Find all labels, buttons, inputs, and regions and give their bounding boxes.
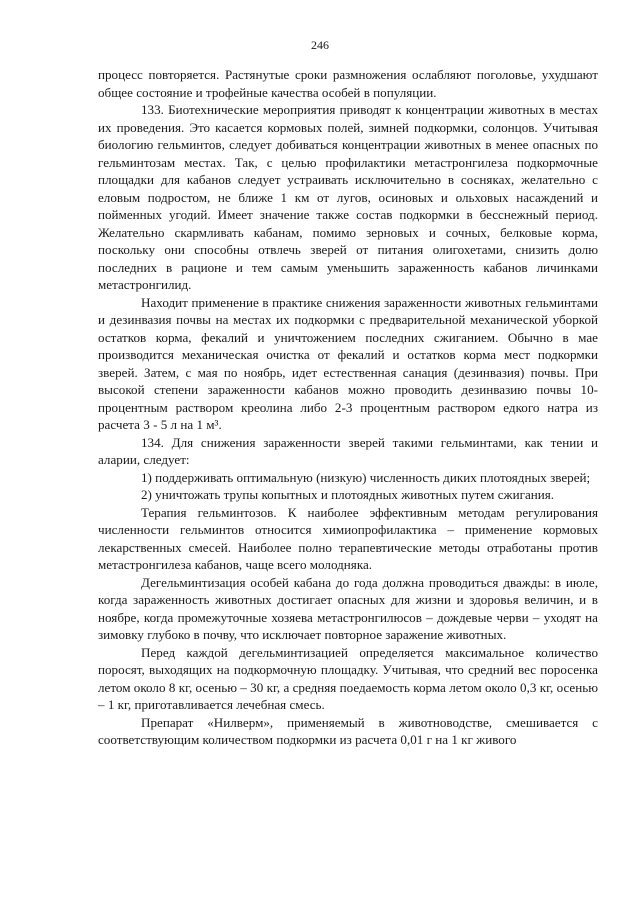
page-number: 246	[311, 38, 329, 52]
paragraph-133: 133. Биотехнические мероприятия приводят к концентрации животных в местах их проведения. Это касается кормовых полей, зимней подкормки, солонцов. Учитывая биологию гельминтов, следует добиваться концентрации животных в менее опасных по гельминтозам местах. Так, с целью профилактики метастронгилеза подкормочные площадки для кабанов следует устраивать исключительно в сосняках, желательно с еловым подростом, не ближе 1 км от лугов, осиновых и ольховых насаждений и пойменных угодий. Имеет значение также состав подкормки в бесснежный период. Желательно скармливать кабанам, помимо зерновых и сочных, белковые корма, поскольку они способны отвлечь зверей от питания олигохетами, снизить долю последних в рационе и тем самым уменьшить зараженность кабанов личинками метастронгилид.	[98, 102, 598, 292]
paragraph-134: 134. Для снижения зараженности зверей такими гельминтами, как тении и аларии, следует:	[98, 434, 598, 467]
paragraph-piglets: Перед каждой дегельминтизацией определяется максимальное количество поросят, выходящих на подкормочную площадку. Учитывая, что средний вес поросенка летом около 8 кг, осенью – 30 кг, а средняя поедаемость корма летом около 0,3 кг, осенью – 1 кг, приготавливается лечебная смесь.	[98, 644, 598, 712]
body-text	[98, 66, 598, 749]
paragraph-deworming: Дегельминтизация особей кабана до года должна проводиться дважды: в июле, когда зараженность животных достигает опасных для жизни и здоровья величин, и в ноябре, когда промежуточные хозяева метастронгилюсов – дождевые черви – уходят на зимовку глубоко в почву, что исключает повторное заражение животных.	[98, 574, 598, 642]
paragraph-nilverm: Препарат «Нилверм», применяемый в животноводстве, смешивается с соответствующим количеством подкормки из расчета 0,01 г на 1 кг живого	[98, 714, 598, 747]
paragraph-continuation: процесс повторяется. Растянутые сроки размножения ослабляют поголовье, ухудшают общее состояние и трофейные качества особей в популяции.	[98, 67, 598, 100]
paragraph-soil-disinfection: Находит применение в практике снижения зараженности животных гельминтами и дезинвазия почвы на местах их подкормки с предварительной механической уборкой остатков корма, фекалий и уничтожением последних сжиганием. Обычно в мае производится механическая очистка от фекалий и остатков корма мест подкормки зверей. Затем, с мая по ноябрь, идет естественная санация (дезинвазия) почвы. При высокой степени зараженности кабанов можно проводить дезинвазию почвы 10-процентным раствором креолина либо 2-3 процентным раствором едкого натра из расчета 3 - 5 л на 1 м³.	[98, 294, 598, 432]
list-item-2: 2) уничтожать трупы копытных и плотоядных животных путем сжигания.	[141, 487, 555, 502]
paragraph-therapy: Терапия гельминтозов. К наиболее эффективным методам регулирования численности гельминтов относится химиопрофилактика – применение кормовых лекарственных смесей. Наиболее полно терапевтические методы отработаны против метастронгилеза кабанов, чаще всего молодняка.	[98, 504, 598, 572]
list-item-1: 1) поддерживать оптимальную (низкую) численность диких плотоядных зверей;	[141, 469, 591, 485]
